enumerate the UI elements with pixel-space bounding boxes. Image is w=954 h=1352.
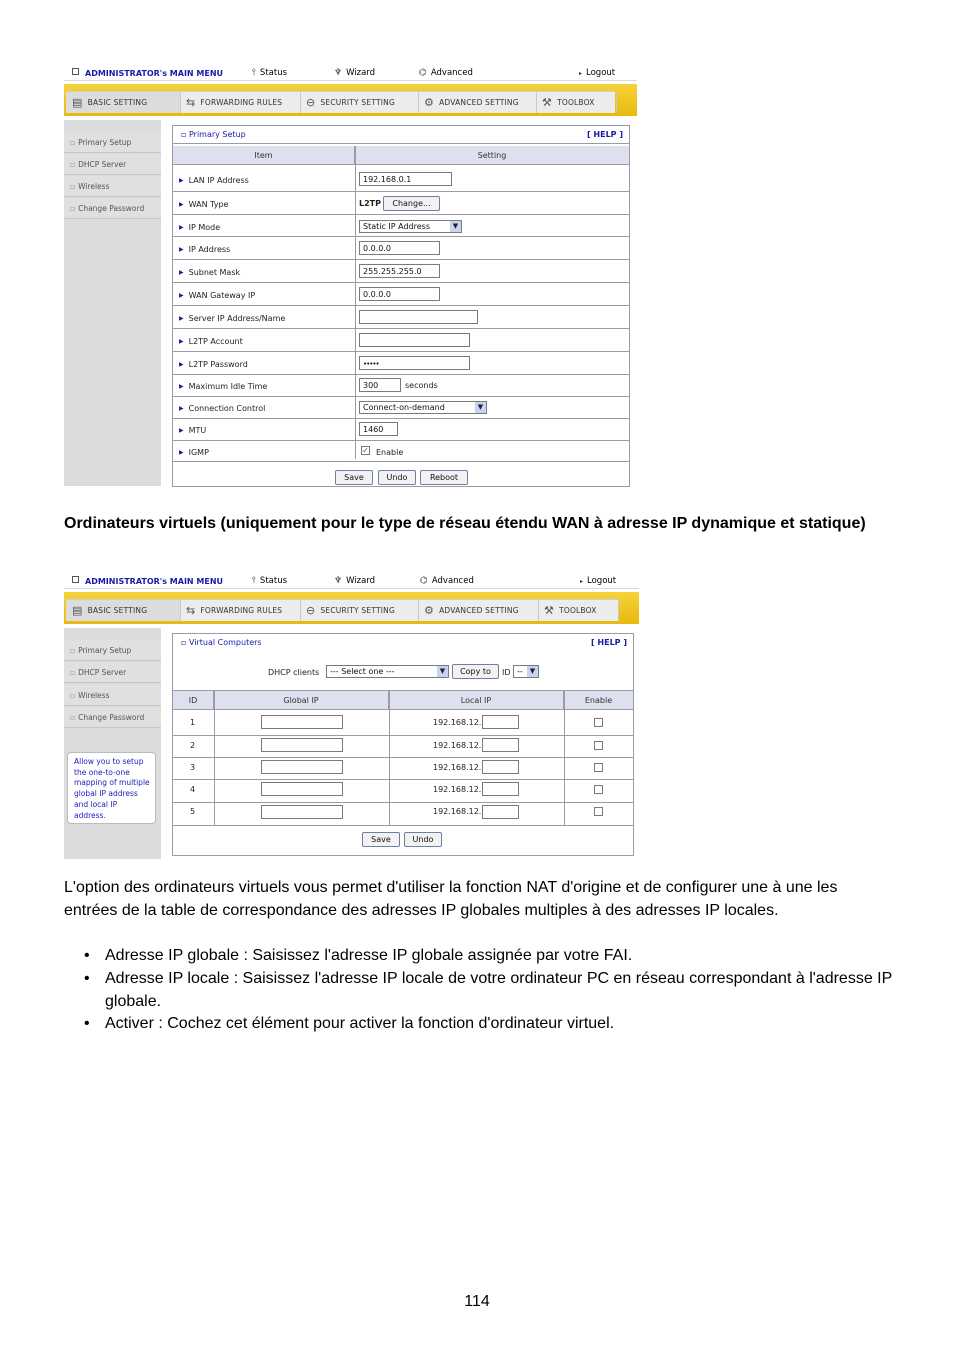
sidebar-label: Change Password <box>78 204 145 213</box>
column-divider <box>389 691 390 826</box>
tab-label: TOOLBOX <box>559 606 597 615</box>
virtual-computers-panel <box>172 633 634 856</box>
column-header-item: Item <box>173 146 355 165</box>
tab-toolbox[interactable] <box>536 92 617 113</box>
local-ip-prefix: 192.168.12. <box>433 741 482 750</box>
section-heading: Ordinateurs virtuels (uniquement pour le type de réseau étendu WAN à adresse IP dynamique et statique) <box>64 515 866 532</box>
arrow-icon: ▶ <box>179 449 184 456</box>
bullet-icon: ▫ <box>70 646 76 655</box>
save-button[interactable]: Save <box>362 832 400 847</box>
column-header-local-ip: Local IP <box>389 691 564 710</box>
local-ip-prefix: 192.168.12. <box>433 763 482 772</box>
select-value: Connect-on-demand <box>363 403 445 412</box>
local-ip-input[interactable] <box>482 782 519 796</box>
column-header-enable: Enable <box>564 691 633 710</box>
label-text: IP Mode <box>188 223 221 232</box>
row-divider <box>173 351 629 352</box>
row-divider <box>173 418 629 419</box>
enable-checkbox[interactable] <box>594 741 603 750</box>
tab-security-setting[interactable] <box>300 600 419 621</box>
label-text: WAN Gateway IP <box>188 291 256 300</box>
row-label-igmp <box>179 448 209 457</box>
ip-mode-select[interactable] <box>359 220 462 233</box>
local-ip-input[interactable] <box>482 805 519 819</box>
virtual-computers-screenshot <box>64 574 639 859</box>
description-paragraph: L'option des ordinateurs virtuels vous permet d'utiliser la fonction NAT d'origine et de configurer une à une les entrées de la table de correspondance des adresses IP globales multiples à des adresses IP locales. <box>64 879 838 919</box>
row-divider <box>173 735 633 736</box>
arrow-icon: ▶ <box>179 405 184 412</box>
bullet-icon: • <box>84 970 90 987</box>
row-id: 2 <box>190 741 196 750</box>
wizard-icon: ♆ <box>334 576 343 586</box>
advanced-icon: ⌬ <box>420 576 428 586</box>
status-icon: ⫯ <box>252 68 256 78</box>
row-divider <box>173 757 633 758</box>
primary-setup-screenshot <box>64 66 637 486</box>
logout-link[interactable] <box>580 576 616 586</box>
row-divider <box>173 461 629 462</box>
enable-checkbox[interactable] <box>594 807 603 816</box>
row-label-wan-gateway <box>179 291 255 300</box>
tab-bar <box>64 84 637 116</box>
label-text: Server IP Address/Name <box>188 314 286 323</box>
list-item-text: Adresse IP globale : Saisissez l'adresse IP globale assignée par votre FAI. <box>105 947 633 964</box>
sidebar-label: Wireless <box>78 691 110 700</box>
tab-label: SECURITY SETTING <box>320 606 395 615</box>
row-id: 5 <box>190 807 196 816</box>
square-icon <box>72 68 79 75</box>
undo-button[interactable]: Undo <box>404 832 442 847</box>
sidebar-item-primary-setup[interactable] <box>64 132 161 153</box>
bullet-icon: ▫ <box>70 138 76 147</box>
lan-ip-input[interactable]: 192.168.0.1 <box>359 172 452 186</box>
sidebar-item-dhcp-server[interactable] <box>64 662 161 683</box>
sidebar-item-dhcp-server[interactable] <box>64 154 161 175</box>
square-icon <box>72 576 79 583</box>
connection-control-select[interactable] <box>359 401 487 414</box>
bullet-icon: ▫ <box>70 160 76 169</box>
status-icon: ⫯ <box>252 576 256 586</box>
bullet-icon: ▫ <box>70 691 76 700</box>
sidebar <box>64 120 161 486</box>
sidebar-item-wireless[interactable] <box>64 176 161 197</box>
row-divider <box>173 236 629 237</box>
local-ip-prefix: 192.168.12. <box>433 785 482 794</box>
chevron-down-icon: ▼ <box>437 666 448 677</box>
panel-header <box>173 126 629 144</box>
advanced-label: Advanced <box>431 576 474 586</box>
label-text: IP Address <box>188 245 231 254</box>
row-label-l2tp-account <box>179 337 243 346</box>
global-ip-input[interactable] <box>261 760 343 774</box>
row-divider <box>173 305 629 306</box>
arrow-icon: ▶ <box>179 427 184 434</box>
row-divider <box>173 396 629 397</box>
lock-icon: ⊖ <box>306 604 316 617</box>
bullet-icon: ▫ <box>70 182 76 191</box>
sidebar-item-primary-setup[interactable] <box>64 640 161 661</box>
status-label: Status <box>259 576 288 586</box>
row-divider <box>173 374 629 375</box>
select-value: Static IP Address <box>363 222 431 231</box>
tab-label: ADVANCED SETTING <box>439 606 519 615</box>
list-item-text: Adresse IP locale : Saisissez l'adresse IP locale de votre ordinateur PC en réseau correspondant à l'adresse IP globale. <box>105 970 892 1010</box>
label-text: MTU <box>188 426 207 435</box>
sidebar-label: Wireless <box>78 182 110 191</box>
tab-bar <box>64 592 639 624</box>
help-link[interactable]: [ HELP ] <box>586 130 623 139</box>
gear-icon: ⚙ <box>424 604 435 617</box>
idle-time-input[interactable]: 300 <box>359 378 401 392</box>
column-header-id: ID <box>173 691 214 710</box>
row-divider <box>173 825 633 826</box>
row-divider <box>173 259 629 260</box>
logout-label: Logout <box>587 576 617 586</box>
global-ip-input[interactable] <box>261 715 343 729</box>
tab-label: ADVANCED SETTING <box>439 98 519 107</box>
chevron-down-icon: ▼ <box>450 221 461 232</box>
bullet-icon: ▫ <box>70 713 76 722</box>
row-label-lan-ip <box>179 176 249 185</box>
sidebar-item-change-password[interactable] <box>64 198 161 219</box>
status-link[interactable] <box>252 68 287 78</box>
help-link[interactable]: [ HELP ] <box>590 638 627 647</box>
label-text: L2TP Password <box>188 360 248 369</box>
row-divider <box>173 282 629 283</box>
l2tp-password-input[interactable]: ••••• <box>359 356 470 370</box>
arrow-icon: ▶ <box>179 269 184 276</box>
row-id: 4 <box>190 785 196 794</box>
panel-title <box>181 634 262 651</box>
top-menu-bar <box>64 574 639 589</box>
enable-checkbox[interactable] <box>594 785 603 794</box>
tab-forwarding-rules[interactable] <box>180 600 301 621</box>
row-divider <box>173 440 629 441</box>
arrow-icon: ▶ <box>179 246 184 253</box>
label-text: Maximum Idle Time <box>188 382 268 391</box>
idle-time-unit: seconds <box>405 381 438 390</box>
forwarding-icon: ⇆ <box>186 96 196 109</box>
change-wan-type-button[interactable]: Change... <box>383 196 440 211</box>
panel-title-text: Virtual Computers <box>188 638 262 647</box>
wizard-label: Wizard <box>346 576 376 586</box>
gear-icon: ⚙ <box>424 96 435 109</box>
tab-advanced-setting[interactable] <box>418 92 537 113</box>
arrow-icon: ▸ <box>579 70 583 77</box>
arrow-icon: ▶ <box>179 224 184 231</box>
admin-menu-label: ADMINISTRATOR's MAIN MENU <box>85 577 224 586</box>
sidebar-label: Primary Setup <box>78 646 132 655</box>
logout-label: Logout <box>586 68 616 78</box>
square-icon: ▫ <box>181 130 189 139</box>
select-value: -- <box>517 667 523 676</box>
row-divider <box>173 802 633 803</box>
id-select[interactable] <box>513 665 539 678</box>
local-ip-input[interactable] <box>482 760 519 774</box>
bullet-icon: • <box>84 947 90 964</box>
sidebar-label: Primary Setup <box>78 138 132 147</box>
advanced-link[interactable] <box>420 576 474 586</box>
save-button[interactable]: Save <box>335 470 373 485</box>
tab-label: SECURITY SETTING <box>320 98 395 107</box>
admin-main-menu[interactable] <box>72 576 223 586</box>
igmp-enable-checkbox[interactable]: ✓ <box>362 446 369 455</box>
folder-icon: ▤ <box>72 96 83 109</box>
subnet-mask-input[interactable]: 255.255.255.0 <box>359 264 440 278</box>
label-text: WAN Type <box>188 200 229 209</box>
row-divider <box>173 214 629 215</box>
label-text: LAN IP Address <box>188 176 249 185</box>
column-divider <box>564 691 565 826</box>
sidebar-item-wireless[interactable] <box>64 685 161 706</box>
ip-address-input[interactable]: 0.0.0.0 <box>359 241 440 255</box>
arrow-icon: ▶ <box>179 201 184 208</box>
tab-label: FORWARDING RULES <box>200 98 283 107</box>
column-header-global-ip: Global IP <box>214 691 389 710</box>
row-label-connection-control <box>179 404 265 413</box>
logout-link[interactable] <box>579 68 615 78</box>
panel-title <box>181 126 246 143</box>
server-ip-input[interactable] <box>359 310 478 324</box>
advanced-link[interactable] <box>419 68 473 78</box>
sidebar <box>64 628 161 859</box>
lock-icon: ⊖ <box>306 96 316 109</box>
copy-to-button[interactable]: Copy to <box>452 664 499 679</box>
arrow-icon: ▶ <box>179 292 184 299</box>
row-label-wan-type <box>179 200 228 209</box>
column-header-setting: Setting <box>355 146 629 165</box>
wan-gateway-input[interactable]: 0.0.0.0 <box>359 287 440 301</box>
sidebar-label: DHCP Server <box>78 160 127 169</box>
arrow-icon: ▶ <box>179 361 184 368</box>
column-divider <box>355 146 356 459</box>
wizard-link[interactable] <box>334 576 375 586</box>
row-id: 3 <box>190 763 196 772</box>
enable-checkbox[interactable] <box>594 718 603 727</box>
chevron-down-icon: ▼ <box>475 402 486 413</box>
row-id: 1 <box>190 718 196 727</box>
row-divider <box>173 191 629 192</box>
global-ip-input[interactable] <box>261 782 343 796</box>
tab-basic-setting[interactable] <box>66 92 181 113</box>
tab-toolbox[interactable] <box>538 600 619 621</box>
select-value: --- Select one --- <box>330 667 395 676</box>
local-ip-prefix: 192.168.12. <box>433 718 482 727</box>
tab-label: FORWARDING RULES <box>200 606 283 615</box>
toolbox-icon: ⚒ <box>542 96 553 109</box>
l2tp-account-input[interactable] <box>359 333 470 347</box>
tab-label: BASIC SETTING <box>87 98 148 107</box>
global-ip-input[interactable] <box>261 738 343 752</box>
tab-strip <box>66 599 619 621</box>
status-label: Status <box>259 68 288 78</box>
sidebar-label: Change Password <box>78 713 145 722</box>
local-ip-prefix: 192.168.12. <box>433 807 482 816</box>
top-menu-bar <box>64 66 637 81</box>
column-divider <box>214 691 215 826</box>
row-label-l2tp-password <box>179 360 248 369</box>
arrow-icon: ▸ <box>580 578 584 585</box>
tab-security-setting[interactable] <box>300 92 419 113</box>
bullet-icon: • <box>84 1015 90 1032</box>
row-label-ip-mode <box>179 223 220 232</box>
label-text: Subnet Mask <box>188 268 241 277</box>
local-ip-input[interactable] <box>482 738 519 752</box>
folder-icon: ▤ <box>72 604 83 617</box>
local-ip-input[interactable] <box>482 715 519 729</box>
admin-main-menu[interactable] <box>72 68 223 78</box>
status-link[interactable] <box>252 576 287 586</box>
reboot-button[interactable]: Reboot <box>420 470 468 485</box>
advanced-icon: ⌬ <box>419 68 427 78</box>
row-label-ip-address <box>179 245 230 254</box>
dhcp-clients-select[interactable] <box>326 665 449 678</box>
wizard-icon: ♆ <box>334 68 343 78</box>
tab-forwarding-rules[interactable] <box>180 92 301 113</box>
tab-label: TOOLBOX <box>557 98 595 107</box>
square-icon: ▫ <box>181 638 189 647</box>
undo-button[interactable]: Undo <box>378 470 416 485</box>
advanced-label: Advanced <box>430 68 473 78</box>
admin-menu-label: ADMINISTRATOR's MAIN MENU <box>85 69 224 78</box>
row-label-subnet-mask <box>179 268 240 277</box>
arrow-icon: ▶ <box>179 383 184 390</box>
bullet-icon: ▫ <box>70 204 76 213</box>
tab-strip <box>66 91 615 113</box>
global-ip-input[interactable] <box>261 805 343 819</box>
tab-label: BASIC SETTING <box>87 606 148 615</box>
arrow-icon: ▶ <box>179 177 184 184</box>
row-divider <box>173 779 633 780</box>
enable-checkbox[interactable] <box>594 763 603 772</box>
id-label: ID <box>502 668 511 677</box>
label-text: Connection Control <box>188 404 266 413</box>
sidebar-label: DHCP Server <box>78 668 127 677</box>
row-label-idle-time <box>179 382 267 391</box>
wan-type-value: L2TP <box>359 199 381 208</box>
forwarding-icon: ⇆ <box>186 604 196 617</box>
toolbox-icon: ⚒ <box>544 604 555 617</box>
wizard-link[interactable] <box>334 68 375 78</box>
row-divider <box>173 328 629 329</box>
label-text: IGMP <box>188 448 209 457</box>
bullet-icon: ▫ <box>70 668 76 677</box>
sidebar-item-change-password[interactable] <box>64 707 161 728</box>
primary-setup-panel <box>172 125 630 487</box>
list-item-text: Activer : Cochez cet élément pour activer la fonction d'ordinateur virtuel. <box>105 1015 615 1032</box>
tab-basic-setting[interactable] <box>66 600 181 621</box>
wizard-label: Wizard <box>346 68 376 78</box>
page-number: 114 <box>464 1293 490 1310</box>
igmp-enable-label: Enable <box>376 448 404 457</box>
panel-header <box>173 634 633 651</box>
arrow-icon: ▶ <box>179 338 184 345</box>
panel-title-text: Primary Setup <box>188 130 246 139</box>
chevron-down-icon: ▼ <box>527 666 538 677</box>
label-text: L2TP Account <box>188 337 243 346</box>
mtu-input[interactable]: 1460 <box>359 422 398 436</box>
arrow-icon: ▶ <box>179 315 184 322</box>
tab-advanced-setting[interactable] <box>418 600 539 621</box>
dhcp-clients-label: DHCP clients <box>268 668 320 677</box>
row-label-mtu <box>179 426 206 435</box>
row-label-server-ip <box>179 314 285 323</box>
help-tip-box: Allow you to setup the one-to-one mapping of multiple global IP address and local IP address. <box>67 752 156 824</box>
